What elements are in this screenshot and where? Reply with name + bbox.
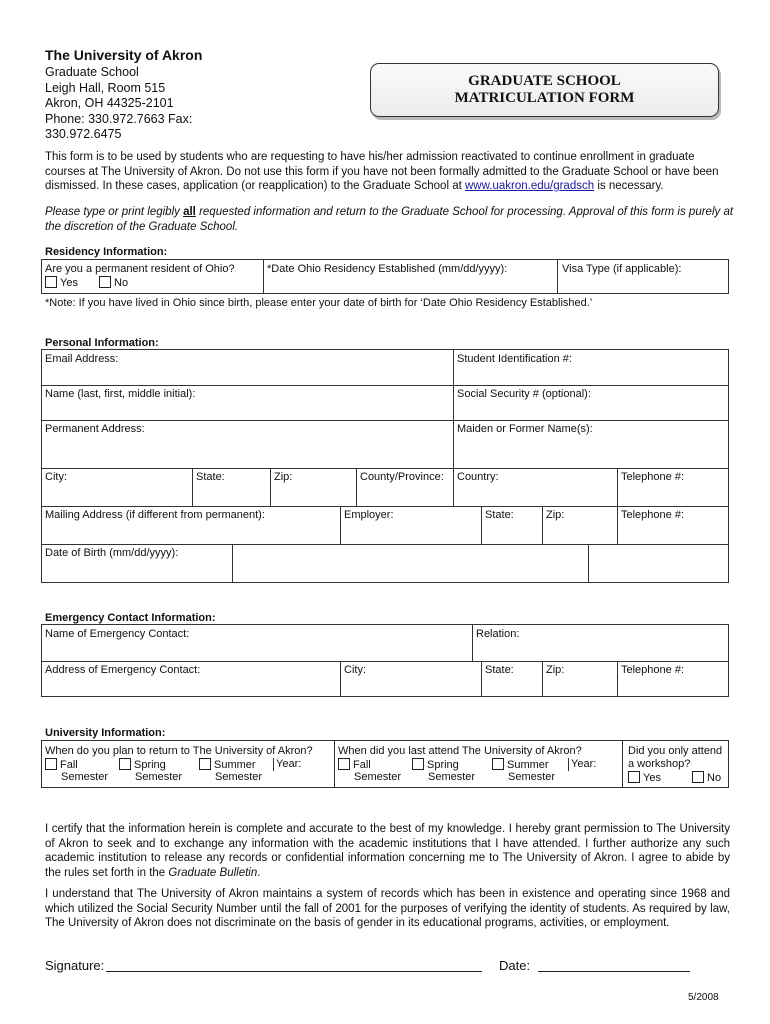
county-field[interactable] bbox=[356, 468, 453, 506]
address-line: Phone: 330.972.7663 Fax: bbox=[45, 111, 193, 126]
workshop-yes-checkbox[interactable] bbox=[628, 771, 640, 783]
last-fall-label: Fall bbox=[353, 759, 371, 771]
last-attend-question: When did you last attend The University of Akron? bbox=[338, 745, 582, 757]
relation-label: Relation: bbox=[476, 628, 520, 640]
student-id-label: Student Identification #: bbox=[457, 353, 572, 365]
workshop-question-line1: Did you only attend bbox=[628, 745, 723, 757]
semester-label: Semester bbox=[354, 771, 402, 783]
dob-label-cell bbox=[42, 544, 232, 582]
intro-text: This form is to be used by students who are requesting to have his/her admission reactivated to continue enrollment in graduate courses at The University of Akron. Do not use this form if you have not been formally admitted to the Graduate School or have been dismissed. In these cases, application (or reapplication) to the Graduate School at bbox=[45, 151, 719, 192]
visa-type-label: Visa Type (if applicable): bbox=[562, 263, 682, 275]
emergency-address-label: Address of Emergency Contact: bbox=[45, 664, 201, 676]
last-attend-cell bbox=[334, 741, 622, 787]
relation-field[interactable] bbox=[472, 625, 728, 661]
permanent-resident-cell bbox=[42, 260, 263, 293]
form-title-line1: GRADUATE SCHOOL bbox=[468, 73, 621, 89]
resident-no-label: No bbox=[114, 277, 129, 289]
graduate-bulletin: Graduate Bulletin bbox=[168, 866, 258, 879]
school-address bbox=[45, 65, 192, 143]
gradsch-link[interactable]: www.uakron.edu/gradsch bbox=[464, 180, 595, 192]
personal-heading: Personal Information: bbox=[45, 337, 159, 349]
semester-label: Semester bbox=[61, 771, 109, 783]
last-summer-label: Summer bbox=[507, 759, 549, 771]
instructions-text-end: requested information and return to the Graduate School for processing. Approval of this form is purely at the discretion of the Graduate School. bbox=[45, 206, 734, 233]
residency-table bbox=[41, 259, 729, 294]
mailing-state-label: State: bbox=[485, 509, 514, 521]
return-fall-label: Fall bbox=[60, 759, 78, 771]
ssn-label: Social Security # (optional): bbox=[457, 388, 591, 400]
telephone-label: Telephone #: bbox=[621, 471, 684, 483]
state-label: State: bbox=[196, 471, 225, 483]
emergency-city-field[interactable] bbox=[340, 661, 481, 696]
country-field[interactable] bbox=[453, 468, 617, 506]
address-line: Graduate School bbox=[45, 65, 139, 79]
emergency-telephone-field[interactable] bbox=[617, 661, 728, 696]
residency-date-field[interactable] bbox=[263, 260, 557, 293]
last-summer-checkbox[interactable] bbox=[492, 758, 504, 770]
student-id-field[interactable] bbox=[453, 350, 728, 385]
employer-field[interactable] bbox=[340, 506, 481, 544]
last-fall-checkbox[interactable] bbox=[338, 758, 350, 770]
last-year-label: Year: bbox=[571, 758, 597, 770]
resident-yes-checkbox[interactable] bbox=[45, 276, 57, 288]
signature-label: Signature: bbox=[45, 958, 105, 973]
country-label: Country: bbox=[457, 471, 499, 483]
workshop-cell bbox=[622, 741, 728, 787]
return-summer-checkbox[interactable] bbox=[199, 758, 211, 770]
emergency-name-field[interactable] bbox=[42, 625, 472, 661]
return-year-label: Year: bbox=[276, 758, 302, 770]
last-spring-label: Spring bbox=[427, 759, 459, 771]
certification-paragraph bbox=[45, 822, 730, 880]
dob-field[interactable] bbox=[232, 544, 588, 582]
org-name: The University of Akron bbox=[45, 47, 203, 63]
semester-label: Semester bbox=[215, 771, 263, 783]
intro-paragraph bbox=[45, 150, 730, 194]
maiden-name-label: Maiden or Former Name(s): bbox=[457, 423, 593, 435]
mailing-state-field[interactable] bbox=[481, 506, 542, 544]
email-field[interactable] bbox=[42, 350, 453, 385]
emergency-address-field[interactable] bbox=[42, 661, 340, 696]
emergency-telephone-label: Telephone #: bbox=[621, 664, 684, 676]
workshop-no-label: No bbox=[707, 772, 722, 784]
zip-field[interactable] bbox=[270, 468, 356, 506]
form-title-box bbox=[370, 63, 719, 117]
resident-no-checkbox[interactable] bbox=[99, 276, 111, 288]
semester-label: Semester bbox=[508, 771, 556, 783]
resident-yes-label: Yes bbox=[60, 277, 78, 289]
city-field[interactable] bbox=[42, 468, 192, 506]
signature-line[interactable] bbox=[106, 971, 482, 972]
mailing-address-label: Mailing Address (if different from permanent): bbox=[45, 509, 265, 521]
personal-table bbox=[41, 349, 729, 583]
instructions-text: Please type or print legibly bbox=[45, 206, 184, 218]
return-term-cell bbox=[42, 741, 334, 787]
employer-label: Employer: bbox=[344, 509, 394, 521]
emergency-zip-label: Zip: bbox=[546, 664, 565, 676]
return-fall-checkbox[interactable] bbox=[45, 758, 57, 770]
name-field[interactable] bbox=[42, 385, 453, 420]
emergency-state-label: State: bbox=[485, 664, 514, 676]
return-spring-label: Spring bbox=[134, 759, 166, 771]
university-heading: University Information: bbox=[45, 727, 166, 739]
dob-extra-cell bbox=[588, 544, 728, 582]
mailing-zip-label: Zip: bbox=[546, 509, 565, 521]
ssn-field[interactable] bbox=[453, 385, 728, 420]
residency-note: *Note: If you have lived in Ohio since birth, please enter your date of birth for ‘Date Ohio Residency Established.’ bbox=[45, 297, 593, 309]
address-line: Leigh Hall, Room 515 bbox=[45, 80, 166, 95]
semester-label: Semester bbox=[428, 771, 476, 783]
permanent-address-label: Permanent Address: bbox=[45, 423, 145, 435]
residency-heading: Residency Information: bbox=[45, 246, 168, 258]
last-year-field[interactable] bbox=[568, 758, 596, 771]
permanent-address-field[interactable] bbox=[42, 420, 453, 468]
emergency-table bbox=[41, 624, 729, 697]
intro-text-end: is necessary. bbox=[594, 180, 664, 192]
address-line: Akron, OH 44325-2101 bbox=[45, 96, 174, 110]
return-question: When do you plan to return to The University of Akron? bbox=[45, 745, 313, 757]
emergency-heading: Emergency Contact Information: bbox=[45, 612, 216, 624]
city-label: City: bbox=[45, 471, 67, 483]
return-year-field[interactable] bbox=[273, 758, 301, 771]
mailing-telephone-field[interactable] bbox=[617, 506, 728, 544]
nondiscrimination-paragraph: I understand that The University of Akron maintains a system of records which has been in existence and operating since 1968 and which utilized the Social Security Number until the fall of 2001 for the purposes of verifying the identity of students. As required by law, The University of Akron does not discriminate on the basis of gender in its educational programs, activities, or employment. bbox=[45, 888, 730, 929]
emergency-city-label: City: bbox=[344, 664, 366, 676]
instructions-emphasis: all bbox=[183, 206, 196, 218]
mailing-zip-field[interactable] bbox=[542, 506, 617, 544]
address-line: 330.972.6475 bbox=[45, 127, 122, 141]
semester-label: Semester bbox=[135, 771, 183, 783]
zip-label: Zip: bbox=[274, 471, 293, 483]
email-label: Email Address: bbox=[45, 353, 119, 365]
workshop-yes-label: Yes bbox=[643, 772, 661, 784]
date-label: Date: bbox=[499, 958, 531, 973]
university-table bbox=[41, 740, 729, 788]
date-line[interactable] bbox=[538, 971, 690, 972]
county-label: County/Province: bbox=[360, 471, 444, 483]
dob-label: Date of Birth (mm/dd/yyyy): bbox=[45, 547, 179, 559]
return-spring-checkbox[interactable] bbox=[119, 758, 131, 770]
mailing-address-field[interactable] bbox=[42, 506, 340, 544]
instructions bbox=[45, 205, 735, 234]
certification-text: I certify that the information herein is complete and accurate to the best of my knowledge. I hereby grant permission to The University of Akron to seek and to exchange any information with the academic institutions that I have attended. I further authorize any such academic institution to release any records or confidential information concerning me to The University of Akron. I agree to abide by the rules set forth in the bbox=[45, 823, 730, 879]
state-field[interactable] bbox=[192, 468, 270, 506]
form-version: 5/2008 bbox=[688, 992, 719, 1003]
last-spring-checkbox[interactable] bbox=[412, 758, 424, 770]
permanent-resident-label: Are you a permanent resident of Ohio? bbox=[45, 263, 235, 275]
emergency-name-label: Name of Emergency Contact: bbox=[45, 628, 190, 640]
residency-date-label: *Date Ohio Residency Established (mm/dd/yyyy): bbox=[267, 263, 508, 275]
return-summer-label: Summer bbox=[214, 759, 256, 771]
telephone-field[interactable] bbox=[617, 468, 728, 506]
certification-text-end: . bbox=[257, 866, 261, 879]
mailing-telephone-label: Telephone #: bbox=[621, 509, 684, 521]
maiden-name-field[interactable] bbox=[453, 420, 728, 468]
form-title-line2: MATRICULATION FORM bbox=[454, 90, 635, 106]
visa-type-field[interactable] bbox=[557, 260, 728, 293]
emergency-state-field[interactable] bbox=[481, 661, 542, 696]
name-label: Name (last, first, middle initial): bbox=[45, 388, 196, 400]
emergency-zip-field[interactable] bbox=[542, 661, 617, 696]
workshop-no-checkbox[interactable] bbox=[692, 771, 704, 783]
workshop-question-line2: a workshop? bbox=[628, 758, 691, 770]
